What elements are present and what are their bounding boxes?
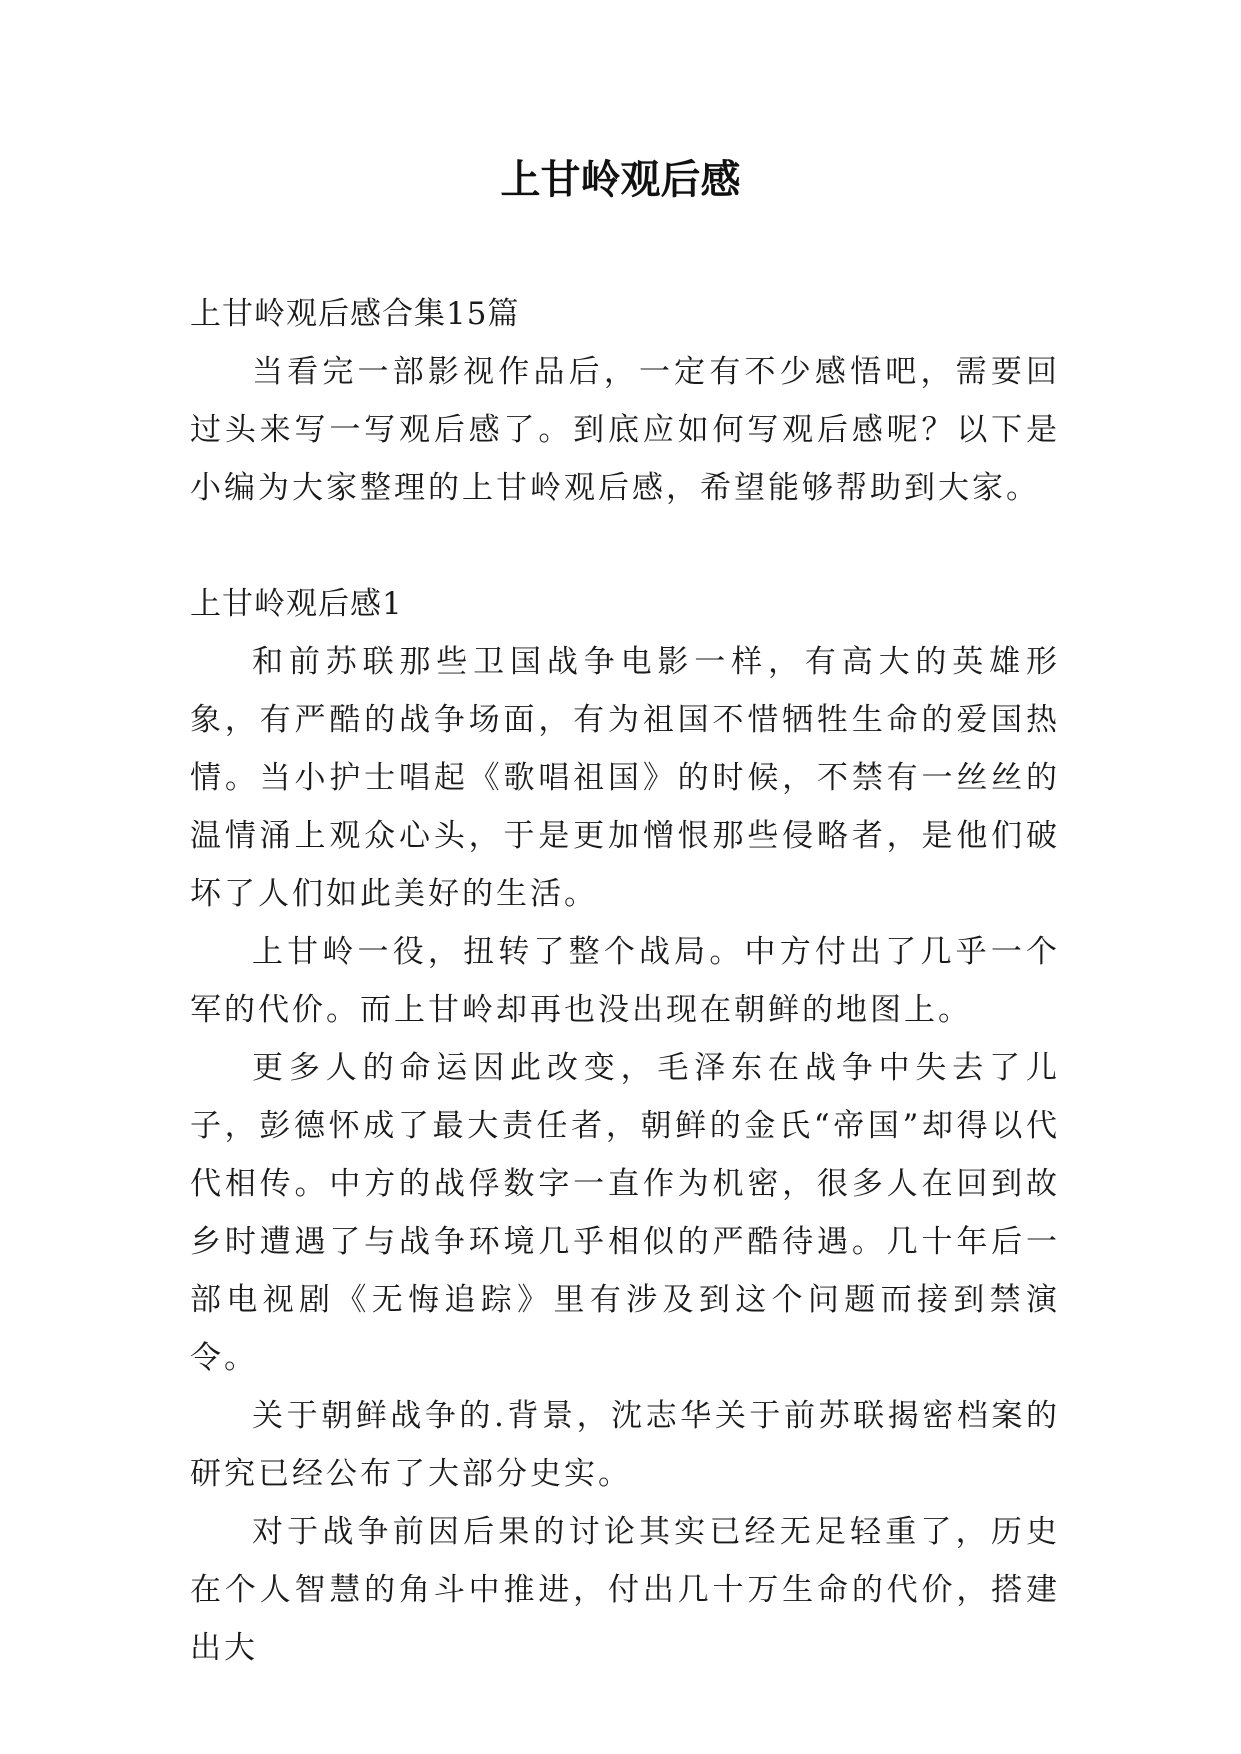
section-heading: 上甘岭观后感1: [190, 586, 403, 622]
body-paragraph-1: 和前苏联那些卫国战争电影一样，有高大的英雄形象，有严酷的战争场面，有为祖国不惜牺牲生命的爱国热情。当小护士唱起《歌唱祖国》的时候，不禁有一丝丝的温情涌上观众心头，于是更加憎恨那些侵略者，是他们破坏了人们如此美好的生活。: [190, 644, 1060, 912]
intro-paragraph: 当看完一部影视作品后，一定有不少感悟吧，需要回过头来写一写观后感了。到底应如何写观后感呢？以下是小编为大家整理的上甘岭观后感，希望能够帮助到大家。: [190, 354, 1060, 506]
body-paragraph-2: 上甘岭一役，扭转了整个战局。中方付出了几乎一个军的代价。而上甘岭却再也没出现在朝鲜的地图上。: [190, 934, 1060, 1028]
body-paragraph-4: 关于朝鲜战争的.背景，沈志华关于前苏联揭密档案的研究已经公布了大部分史实。: [190, 1398, 1060, 1492]
document-body: [190, 285, 1060, 1677]
document-title: 上甘岭观后感: [500, 157, 741, 203]
collection-heading: 上甘岭观后感合集15篇: [190, 296, 520, 332]
body-paragraph-3: 更多人的命运因此改变，毛泽东在战争中失去了儿子，彭德怀成了最大责任者，朝鲜的金氏“帝国”却得以代代相传。中方的战俘数字一直作为机密，很多人在回到故乡时遭遇了与战争环境几乎相似的严酷待遇。几十年后一部电视剧《无悔追踪》里有涉及到这个问题而接到禁演令。: [190, 1050, 1060, 1376]
section-spacer: [190, 517, 1060, 575]
body-paragraph-5: 对于战争前因后果的讨论其实已经无足轻重了，历史在个人智慧的角斗中推进，付出几十万生命的代价，搭建出大: [190, 1514, 1060, 1666]
